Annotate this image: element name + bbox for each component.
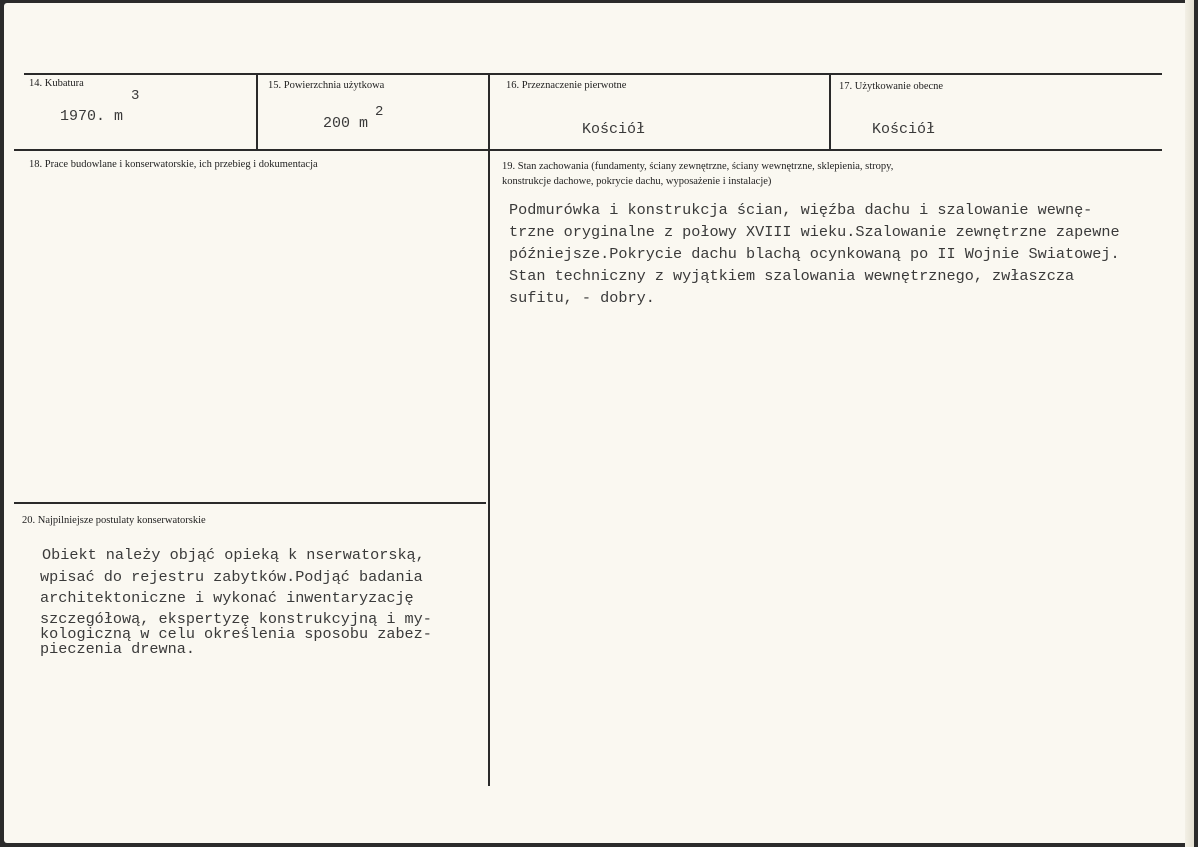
- card-edge: [1185, 0, 1194, 847]
- postulaty-line: Obiekt należy objąć opieką k nserwatorską,: [42, 546, 425, 564]
- kubatura-unit-superscript: 3: [131, 88, 140, 104]
- powierzchnia-unit-superscript: 2: [375, 104, 384, 120]
- postulaty-line: pieczenia drewna.: [40, 640, 195, 658]
- rule-lower: [14, 502, 486, 504]
- stan-line: Podmurówka i konstrukcja ścian, więźba dachu i szalowanie wewnę-: [509, 201, 1093, 219]
- stan-label-line1: 19. Stan zachowania (fundamenty, ściany zewnętrzne, ściany wewnętrzne, sklepienia, stropy,: [502, 161, 894, 172]
- postulaty-line: szczegółową, ekspertyzę konstrukcyjną i my-: [40, 610, 432, 628]
- divider-1: [256, 73, 258, 150]
- stan-line: Stan techniczny z wyjątkiem szalowania wewnętrznego, zwłaszcza: [509, 267, 1075, 285]
- kubatura-label: 14. Kubatura: [29, 78, 84, 89]
- kubatura-value: 1970. m: [60, 108, 124, 125]
- divider-2: [488, 73, 490, 786]
- stan-line: późniejsze.Pokrycie dachu blachą ocynkowaną po II Wojnie Swiatowej.: [509, 245, 1120, 263]
- uzytkowanie-value: Kościół: [872, 121, 936, 138]
- postulaty-line: architektoniczne i wykonać inwentaryzację: [40, 589, 414, 607]
- postulaty-line: kologiczną w celu określenia sposobu zabez-: [40, 625, 432, 643]
- inventory-card: [4, 3, 1193, 843]
- stan-line: trzne oryginalne z połowy XVIII wieku.Szalowanie zewnętrzne zapewne: [509, 223, 1120, 241]
- przeznaczenie-value: Kościół: [582, 121, 646, 138]
- prace-label: 18. Prace budowlane i konserwatorskie, ich przebieg i dokumentacja: [29, 159, 318, 170]
- powierzchnia-value: 200 m: [323, 115, 369, 132]
- stan-line: sufitu, - dobry.: [509, 289, 655, 307]
- rule-mid: [14, 149, 1162, 151]
- stan-label-line2: konstrukcje dachowe, pokrycie dachu, wyposażenie i instalacje): [502, 176, 772, 187]
- powierzchnia-label: 15. Powierzchnia użytkowa: [268, 80, 385, 91]
- postulaty-label: 20. Najpilniejsze postulaty konserwatorskie: [22, 515, 206, 526]
- divider-3: [829, 73, 831, 150]
- przeznaczenie-label: 16. Przeznaczenie pierwotne: [506, 80, 627, 91]
- uzytkowanie-label: 17. Użytkowanie obecne: [839, 81, 944, 92]
- postulaty-line: wpisać do rejestru zabytków.Podjąć badania: [40, 568, 423, 586]
- rule-top: [24, 73, 1162, 75]
